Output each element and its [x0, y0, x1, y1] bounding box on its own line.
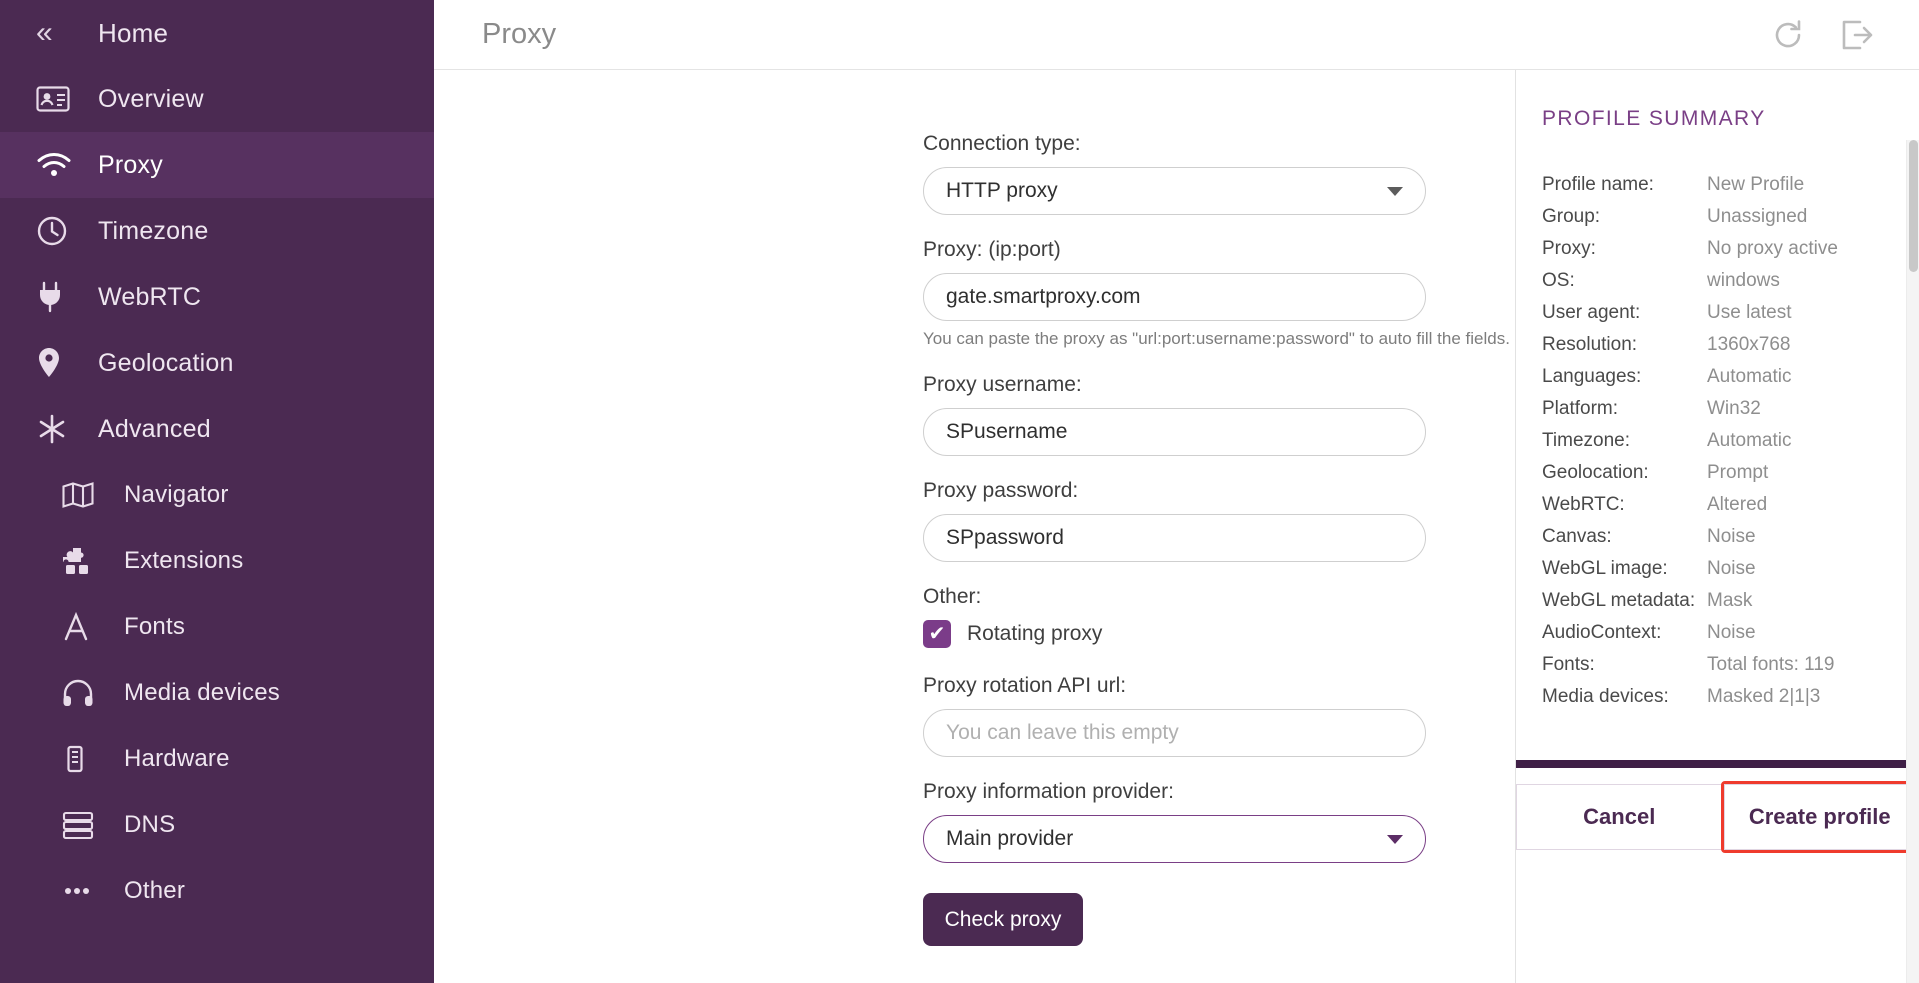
summary-row [1542, 649, 1919, 681]
summary-row [1542, 425, 1919, 457]
summary-key: Fonts: [1542, 654, 1595, 675]
summary-row [1542, 233, 1919, 265]
summary-key: Timezone: [1542, 430, 1630, 451]
summary-row [1542, 169, 1919, 201]
sidebar-item-webrtc[interactable] [0, 264, 434, 330]
summary-key: OS: [1542, 270, 1575, 291]
summary-value: Total fonts: 119 [1707, 654, 1835, 675]
page-title: Proxy [482, 18, 557, 50]
proxy-username-value: SPusername [946, 420, 1068, 443]
summary-key: Platform: [1542, 398, 1619, 419]
summary-row [1542, 681, 1919, 713]
sidebar-item-label-media-devices: Media devices [124, 679, 281, 706]
proxy-address-helper: You can paste the proxy as "url:port:username:password" to auto fill the fields. [923, 329, 1510, 348]
provider-label: Proxy information provider: [923, 780, 1174, 803]
asterisk-icon [36, 413, 86, 445]
summary-value: Masked 2|1|3 [1707, 686, 1821, 707]
sidebar-item-label-fonts: Fonts [124, 613, 186, 640]
summary-key: Languages: [1542, 366, 1642, 387]
summary-row [1542, 457, 1919, 489]
sidebar-item-timezone[interactable] [0, 198, 434, 264]
proxy-address-group [923, 238, 1515, 349]
other-label: Other: [923, 585, 982, 608]
rotation-api-group [923, 674, 1515, 757]
create-profile-button[interactable]: Create profile [1724, 784, 1917, 850]
rotating-proxy-checkbox-row[interactable] [923, 620, 1515, 648]
summary-key: Canvas: [1542, 526, 1612, 547]
location-pin-icon [36, 347, 86, 379]
sidebar-item-label-hardware: Hardware [124, 745, 230, 772]
proxy-password-group [923, 479, 1515, 562]
summary-row [1542, 585, 1919, 617]
sidebar-item-proxy[interactable] [0, 132, 434, 198]
summary-value: No proxy active [1707, 238, 1838, 259]
connection-type-label: Connection type: [923, 132, 1081, 155]
top-bar [434, 0, 1919, 70]
cancel-button[interactable]: Cancel [1516, 784, 1723, 850]
check-icon: ✔ [928, 623, 946, 645]
connection-type-select[interactable] [923, 167, 1426, 215]
proxy-password-value: SPpassword [946, 526, 1064, 549]
rotating-proxy-label: Rotating proxy [967, 622, 1103, 645]
sidebar-item-advanced[interactable] [0, 396, 434, 462]
rotation-api-placeholder: You can leave this empty [946, 721, 1179, 744]
summary-row [1542, 489, 1919, 521]
page-scrollbar[interactable] [1906, 140, 1919, 983]
font-icon [62, 612, 112, 642]
proxy-form [434, 70, 1515, 983]
summary-row [1542, 201, 1919, 233]
summary-key: Proxy: [1542, 238, 1596, 259]
summary-value: Altered [1707, 494, 1768, 515]
rotation-api-label: Proxy rotation API url: [923, 674, 1127, 697]
refresh-icon[interactable] [1771, 18, 1805, 52]
summary-key: WebGL metadata: [1542, 590, 1696, 611]
main-area [434, 0, 1919, 983]
summary-row [1542, 297, 1919, 329]
summary-value: Prompt [1707, 462, 1769, 483]
summary-value: Noise [1707, 622, 1756, 643]
summary-key: Resolution: [1542, 334, 1638, 355]
collapse-chevron-label: « [36, 16, 53, 49]
rotation-api-input[interactable] [923, 709, 1426, 757]
sidebar-item-fonts[interactable] [0, 594, 434, 660]
sidebar-item-label-webrtc: WebRTC [98, 282, 202, 311]
puzzle-icon [62, 546, 112, 576]
content-area [434, 70, 1919, 983]
wifi-icon [36, 152, 86, 178]
map-icon [62, 482, 112, 508]
summary-row [1542, 617, 1919, 649]
summary-value: Mask [1707, 590, 1753, 611]
summary-row [1542, 393, 1919, 425]
connection-type-value: HTTP proxy [946, 179, 1058, 202]
summary-row [1542, 265, 1919, 297]
sidebar-item-label-home: Home [98, 17, 169, 48]
proxy-username-label: Proxy username: [923, 373, 1082, 396]
sidebar [0, 0, 434, 983]
sidebar-item-home[interactable] [0, 0, 434, 66]
create-profile-highlight [1721, 781, 1919, 853]
sidebar-item-media-devices[interactable] [0, 660, 434, 726]
summary-key: WebGL image: [1542, 558, 1668, 579]
proxy-address-input[interactable] [923, 273, 1426, 321]
summary-key: AudioContext: [1542, 622, 1662, 643]
sidebar-item-label-other: Other [124, 877, 186, 904]
provider-group [923, 780, 1515, 863]
summary-row [1542, 361, 1919, 393]
check-proxy-button[interactable]: Check proxy [923, 893, 1083, 946]
sidebar-item-label-navigator: Navigator [124, 481, 229, 508]
summary-row [1542, 553, 1919, 585]
sidebar-item-hardware[interactable] [0, 726, 434, 792]
sidebar-item-dns[interactable] [0, 792, 434, 858]
other-group [923, 585, 1515, 648]
summary-row [1542, 521, 1919, 553]
logout-icon[interactable] [1839, 19, 1873, 51]
summary-key: Media devices: [1542, 686, 1669, 707]
page-scrollbar-thumb[interactable] [1909, 140, 1918, 272]
summary-value: Noise [1707, 526, 1756, 547]
summary-value: Automatic [1707, 430, 1792, 451]
proxy-address-value: gate.smartproxy.com [946, 285, 1141, 308]
sidebar-item-overview[interactable] [0, 66, 434, 132]
summary-key: Profile name: [1542, 174, 1654, 195]
summary-key: User agent: [1542, 302, 1641, 323]
proxy-username-input[interactable] [923, 408, 1426, 456]
profile-summary-title: PROFILE SUMMARY [1542, 107, 1766, 130]
summary-value: windows [1707, 270, 1780, 291]
sidebar-item-navigator[interactable] [0, 462, 434, 528]
sidebar-item-label-proxy: Proxy [98, 150, 163, 179]
sidebar-item-other[interactable] [0, 858, 434, 924]
top-bar-actions [1771, 18, 1873, 52]
summary-value: Use latest [1707, 302, 1792, 323]
provider-value: Main provider [946, 827, 1074, 850]
summary-value: Win32 [1707, 398, 1761, 419]
summary-key: WebRTC: [1542, 494, 1625, 515]
rotating-proxy-checkbox[interactable] [923, 620, 951, 648]
summary-divider [1516, 760, 1919, 768]
chevron-down-icon [1387, 835, 1403, 844]
proxy-username-group [923, 373, 1515, 456]
summary-value: Noise [1707, 558, 1756, 579]
clock-icon [36, 215, 86, 247]
provider-select[interactable] [923, 815, 1426, 863]
server-icon [62, 811, 112, 839]
other-icon [62, 876, 112, 906]
cpu-icon [62, 744, 112, 774]
summary-key: Group: [1542, 206, 1601, 227]
connection-type-group [923, 132, 1515, 215]
proxy-password-label: Proxy password: [923, 479, 1079, 502]
proxy-password-input[interactable] [923, 514, 1426, 562]
plug-icon [36, 281, 86, 313]
profile-summary-panel [1515, 70, 1919, 983]
chevron-down-icon [1387, 187, 1403, 196]
sidebar-item-label-advanced: Advanced [98, 414, 211, 443]
summary-value: 1360x768 [1707, 334, 1791, 355]
sidebar-item-geolocation[interactable] [0, 330, 434, 396]
sidebar-item-label-dns: DNS [124, 811, 176, 838]
sidebar-item-extensions[interactable] [0, 528, 434, 594]
summary-value: Unassigned [1707, 206, 1808, 227]
profile-actions [1516, 784, 1919, 850]
summary-key: Geolocation: [1542, 462, 1649, 483]
id-card-icon [36, 85, 86, 113]
profile-summary-list [1516, 131, 1919, 707]
sidebar-item-label-geolocation: Geolocation [98, 348, 234, 377]
sidebar-item-label-timezone: Timezone [98, 216, 209, 245]
summary-row [1542, 329, 1919, 361]
summary-value: New Profile [1707, 174, 1805, 195]
sidebar-item-label-extensions: Extensions [124, 547, 244, 574]
proxy-address-label: Proxy: (ip:port) [923, 238, 1061, 261]
headphones-icon [62, 678, 112, 708]
summary-value: Automatic [1707, 366, 1792, 387]
sidebar-item-label-overview: Overview [98, 84, 204, 113]
collapse-icon[interactable] [36, 18, 86, 48]
